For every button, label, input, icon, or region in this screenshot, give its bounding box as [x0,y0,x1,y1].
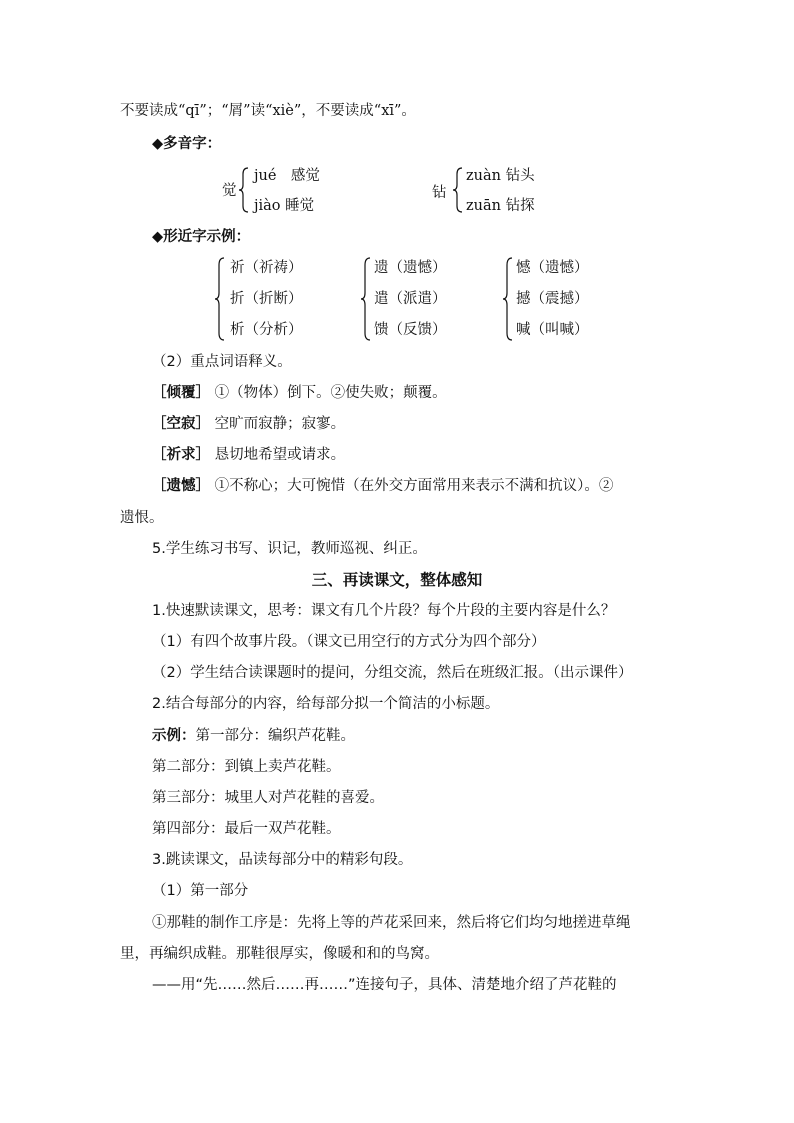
question-2: 2.结合每部分的内容，给每部分拟一个简洁的小标题。 [152,696,500,712]
vocab-term: ［空寂］ [152,416,210,432]
polyphone-zuan-reading-2: zuān 钻探 [466,198,535,214]
polyphone-jue-reading-2: jiào 睡觉 [254,198,315,214]
similar-col3-row2: 撼（震撼） [516,291,589,307]
similar-col3-row3: 喊（叫喊） [516,322,589,338]
polyphone-char-jue: 觉 [222,183,237,199]
example-line [152,726,355,746]
vocab-item-3 [152,445,345,465]
question-1: 1.快速默读课文，思考：课文有几个片段？每个片段的主要内容是什么？ [152,603,616,619]
similar-col2-row3: 馈（反馈） [374,322,447,338]
vocab-def: ①不称心；大可惋惜（在外交方面常用来表示不满和抗议）。② [214,478,614,494]
vocab-term: ［祈求］ [152,447,210,463]
question-3: 3.跳读课文，品读每部分中的精彩句段。 [152,852,413,868]
vocab-item-1 [152,383,447,403]
step-5: 5.学生练习书写、识记，教师巡视、纠正。 [152,541,427,557]
polyphone-jue-reading-1: jué 感觉 [254,168,320,184]
vocab-term: ［遗憾］ [152,478,210,494]
example-label: 示例： [152,728,196,744]
vocab-term: ［倾覆］ [152,385,210,401]
polyphone-char-zuan: 钻 [432,185,447,201]
polyphone-zuan-reading-1: zuàn 钻头 [466,168,535,184]
part-1: 第一部分：编织芦花鞋。 [195,728,355,744]
section-heading-3: 三、再读课文，整体感知 [311,571,483,589]
similar-col2-row1: 遗（遗憾） [374,260,447,276]
answer-1-1: （1）有四个故事片段。（课文已用空行的方式分为四个部分） [152,634,546,650]
similar-col1-row2: 折（折断） [230,291,303,307]
similar-col3-row1: 憾（遗憾） [516,260,589,276]
vocab-intro: （2）重点词语释义。 [152,354,292,370]
vocab-item-4 [152,476,613,496]
brace-col3 [502,256,514,342]
vocab-def: ①（物体）倒下。②使失败；颠覆。 [214,385,447,401]
comment-line: ——用“先……然后……再……”连接句子，具体、清楚地介绍了芦花鞋的 [152,977,617,993]
brace-col1 [214,256,226,342]
part-3: 第三部分：城里人对芦花鞋的喜爱。 [152,790,384,806]
quote-line-2: 里，再编织成鞋。那鞋很厚实，像暖和和的鸟窝。 [120,946,439,962]
brace-jue [238,166,250,214]
vocab-wrap: 遗恨。 [120,510,164,526]
brace-col2 [360,256,372,342]
part-1-label: （1）第一部分 [152,883,249,899]
part-4: 第四部分：最后一双芦花鞋。 [152,821,341,837]
answer-1-2: （2）学生结合读课题时的提问，分组交流，然后在班级汇报。（出示课件） [152,665,633,681]
polyphone-title: ◆多音字： [152,136,222,152]
similar-col1-row3: 析（分析） [230,322,303,338]
brace-zuan [452,166,464,214]
vocab-def: 空旷而寂静；寂寥。 [214,416,346,432]
quote-line-1: ①那鞋的制作工序是：先将上等的芦花采回来，然后将它们均匀地搓进草绳 [152,915,631,931]
similar-title: ◆形近字示例： [152,229,251,245]
vocab-item-2 [152,414,345,434]
similar-col1-row1: 祈（祈祷） [230,260,303,276]
part-2: 第二部分：到镇上卖芦花鞋。 [152,759,341,775]
line-top: 不要读成“qī”；“屑”读“xiè”，不要读成“xī”。 [120,103,416,119]
vocab-def: 恳切地希望或请求。 [214,447,346,463]
similar-col2-row2: 遣（派遣） [374,291,447,307]
